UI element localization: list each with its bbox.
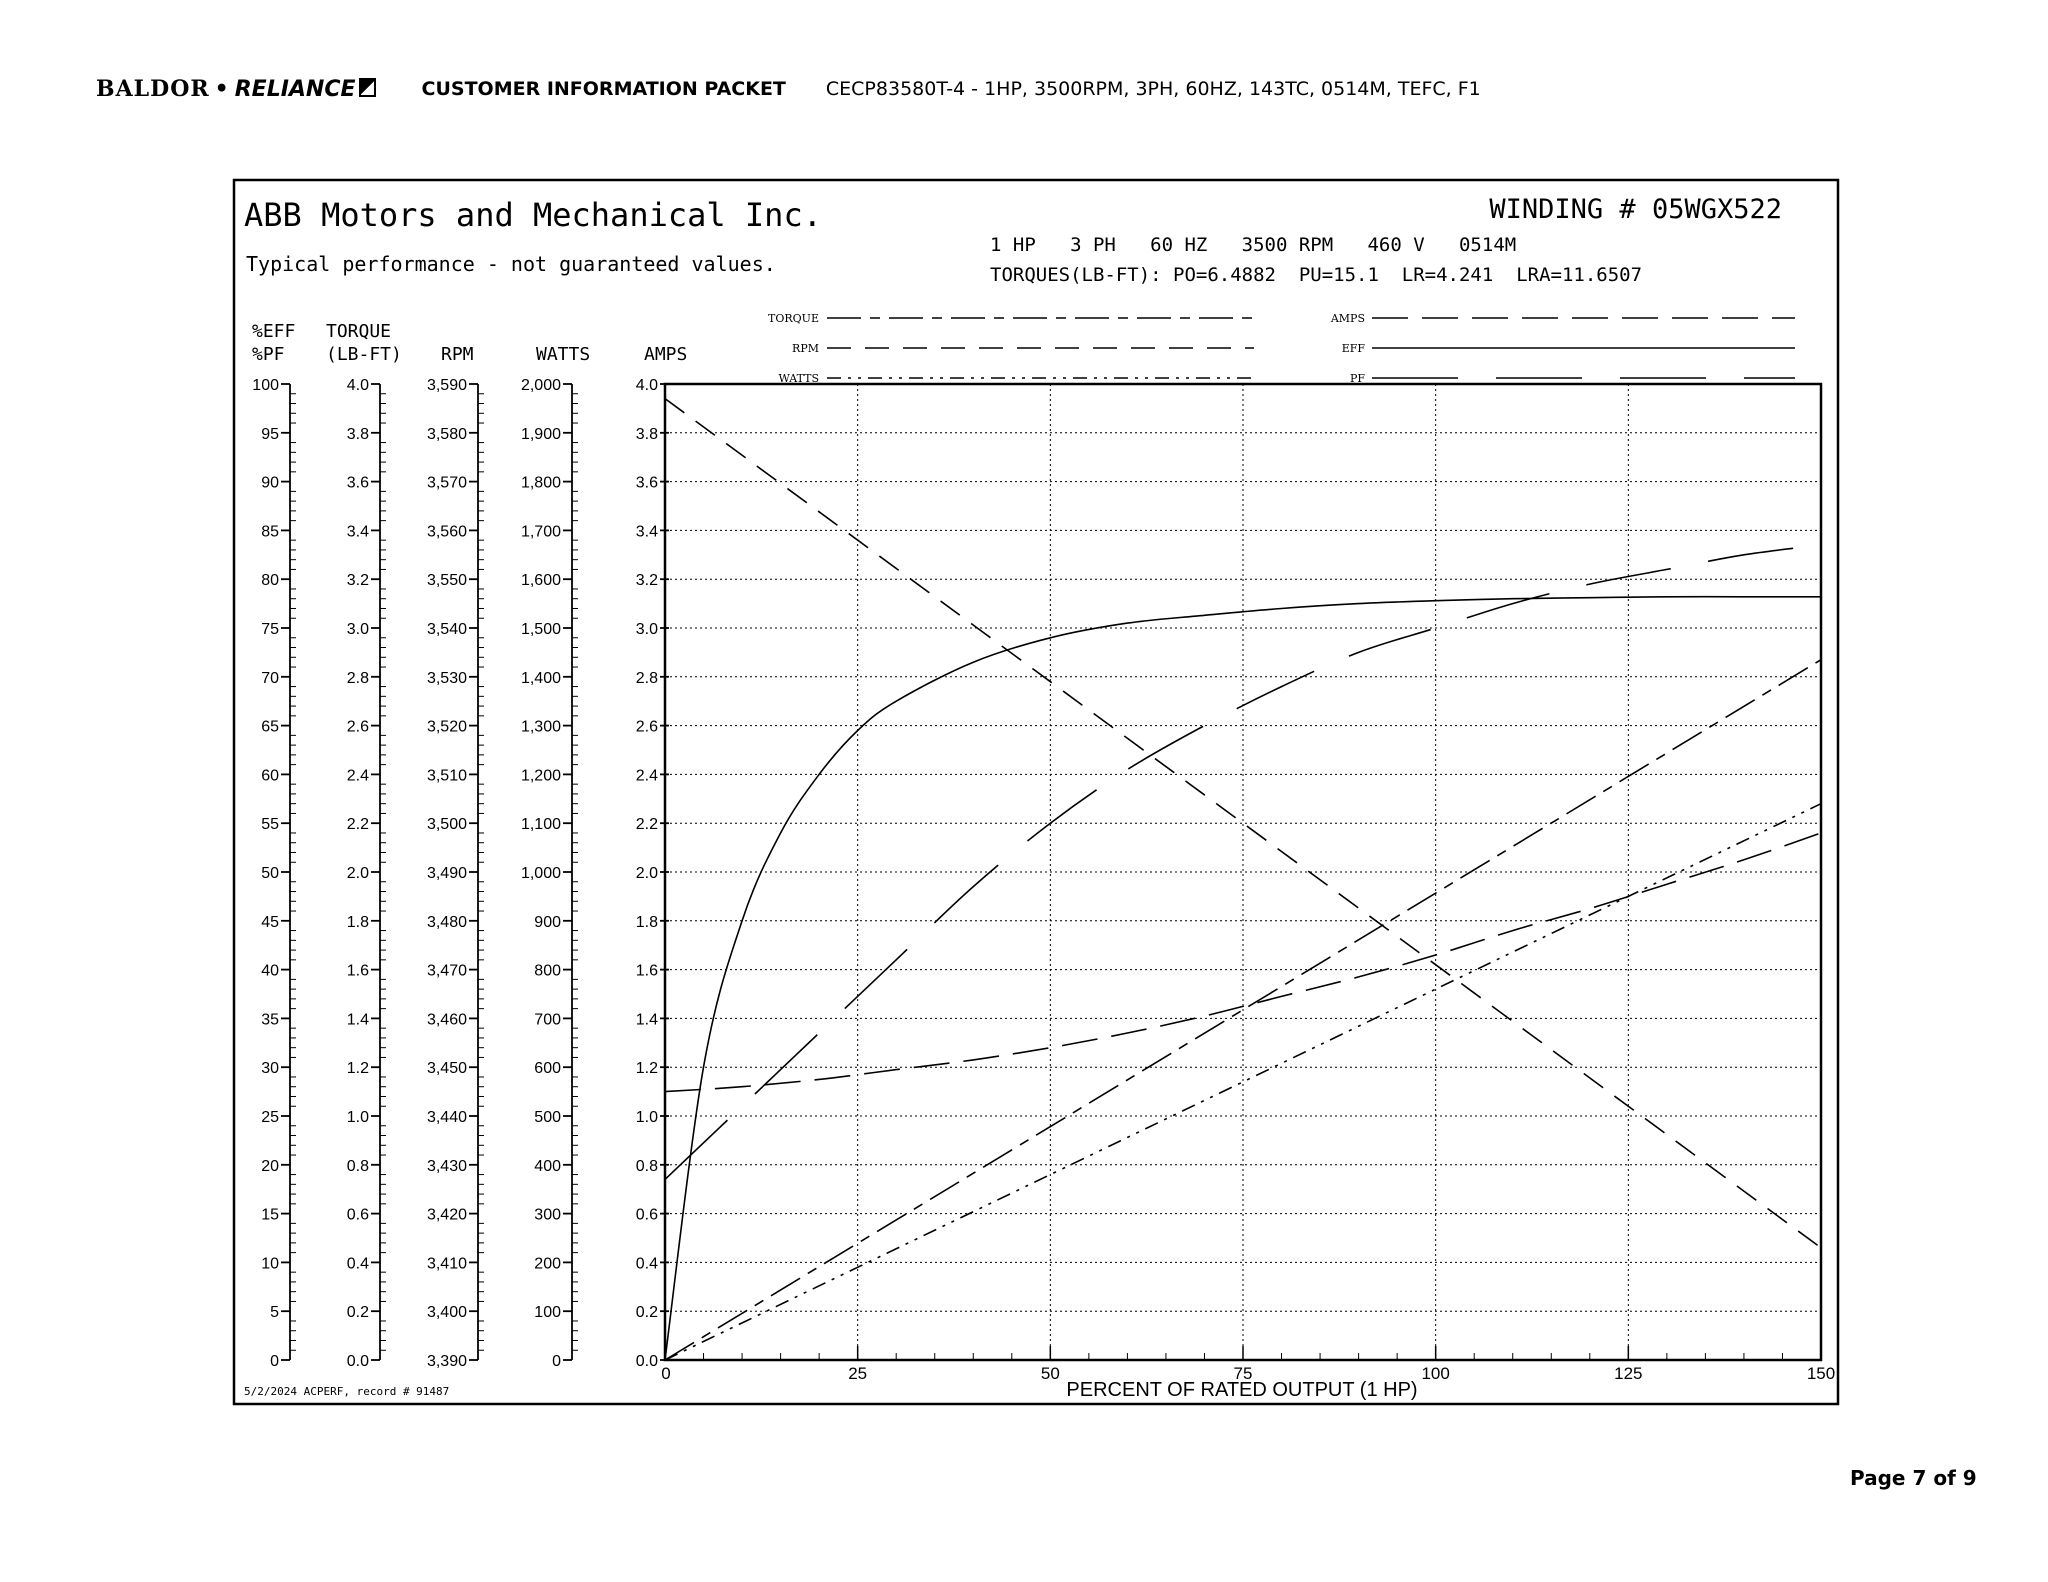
- legend-label: EFF: [1341, 342, 1365, 355]
- scale-tick-label: 25: [261, 1109, 279, 1126]
- torques-line: TORQUES(LB-FT): PO=6.4882 PU=15.1 LR=4.241 LRA=11.6507: [990, 264, 1643, 286]
- scale-tick-label: 1.0: [635, 1109, 658, 1126]
- scale-tick-label: 1,200: [520, 767, 561, 785]
- scale-tick-label: 1,300: [520, 718, 561, 736]
- scale-header: WATTS: [536, 344, 591, 365]
- x-tick-label: 25: [848, 1364, 868, 1383]
- scale-tick-label: 0.2: [346, 1304, 369, 1322]
- scale-tick-label: 1.6: [635, 962, 658, 980]
- legend-label: TORQUE: [768, 312, 819, 325]
- model-description: CECP83580T-4 - 1HP, 3500RPM, 3PH, 60HZ, 143TC, 0514M, TEFC, F1: [825, 78, 1481, 100]
- scale-tick-label: 5: [270, 1304, 279, 1322]
- scale-tick-label: 3,430: [426, 1157, 467, 1175]
- scale-tick-label: 700: [534, 1011, 561, 1029]
- scale-tick-label: 0.4: [346, 1255, 369, 1273]
- scale-tick-label: 75: [261, 621, 279, 638]
- x-tick-label: 50: [1040, 1364, 1060, 1383]
- scale-tick-label: 900: [534, 913, 561, 931]
- scale-header: (LB-FT): [326, 344, 402, 365]
- scale-tick-label: 95: [261, 425, 279, 443]
- scale-tick-label: 1,800: [520, 474, 561, 492]
- scale-tick-label: 0.0: [635, 1353, 658, 1370]
- scale-tick-label: 3,480: [426, 913, 467, 931]
- scale-tick-label: 1.4: [346, 1011, 369, 1029]
- scale-tick-label: 800: [534, 962, 561, 980]
- scale-tick-label: 1,900: [520, 425, 561, 443]
- scale-tick-label: 1.4: [635, 1011, 658, 1029]
- legend-label: WATTS: [778, 372, 819, 385]
- chart-frame: [234, 180, 1838, 1404]
- scale-tick-label: 15: [261, 1206, 279, 1224]
- scale-tick-label: 2.0: [346, 865, 369, 882]
- scale-tick-label: 3,540: [426, 621, 467, 638]
- scale-tick-label: 40: [261, 962, 279, 980]
- scale-tick-label: 3,530: [426, 669, 467, 687]
- scale-tick-label: 100: [534, 1304, 561, 1322]
- scale-header: RPM: [441, 344, 474, 365]
- scale-tick-label: 3,560: [426, 523, 467, 541]
- scale-tick-label: 0.6: [346, 1206, 369, 1224]
- scale-tick-label: 90: [261, 474, 279, 492]
- baldor-reliance-logo: BALDOR • RELIANCE: [96, 76, 376, 102]
- scale-tick-label: 3,490: [426, 865, 467, 882]
- record-footnote: 5/2/2024 ACPERF, record # 91487: [244, 1385, 450, 1398]
- scale-header: %PF: [252, 344, 285, 365]
- scale-tick-label: 30: [261, 1060, 279, 1078]
- scale-header-top: %EFF: [252, 321, 296, 342]
- scale-tick-label: 3,520: [426, 718, 467, 736]
- scale-tick-label: 3.0: [635, 621, 658, 638]
- scale-tick-label: 2.4: [346, 767, 369, 785]
- scale-tick-label: 1.8: [635, 913, 658, 931]
- scale-tick-label: 3.6: [346, 474, 369, 492]
- x-axis-label: PERCENT OF RATED OUTPUT (1 HP): [1066, 1379, 1418, 1401]
- scale-tick-label: 80: [261, 572, 279, 590]
- scale-tick-label: 3,580: [426, 425, 467, 443]
- scale-tick-label: 3,390: [426, 1353, 467, 1370]
- scale-tick-label: 4.0: [346, 377, 369, 394]
- scale-tick-label: 3,500: [426, 816, 467, 834]
- scale-tick-label: 1,600: [520, 572, 561, 590]
- x-tick-label: 125: [1614, 1364, 1643, 1383]
- company-name: ABB Motors and Mechanical Inc.: [244, 196, 822, 234]
- scale-tick-label: 3,420: [426, 1206, 467, 1224]
- scale-tick-label: 0: [552, 1353, 561, 1370]
- scale-tick-label: 0.8: [346, 1157, 369, 1175]
- scale-tick-label: 2.6: [635, 718, 658, 736]
- scale-tick-label: 300: [534, 1206, 561, 1224]
- scale-tick-label: 2.2: [635, 816, 658, 834]
- scale-tick-label: 3,400: [426, 1304, 467, 1322]
- scale-tick-label: 55: [261, 816, 279, 834]
- packet-title: CUSTOMER INFORMATION PACKET: [421, 78, 786, 100]
- scale-tick-label: 3,550: [426, 572, 467, 590]
- scale-tick-label: 3,590: [426, 377, 467, 394]
- scale-tick-label: 3,510: [426, 767, 467, 785]
- scale-tick-label: 2.2: [346, 816, 369, 834]
- page-number: Page 7 of 9: [1850, 1466, 1977, 1490]
- scale-tick-label: 100: [252, 377, 279, 394]
- scale-tick-label: 0.0: [346, 1353, 369, 1370]
- scale-tick-label: 3.4: [346, 523, 369, 541]
- scale-tick-label: 1,700: [520, 523, 561, 541]
- scale-tick-label: 60: [261, 767, 279, 785]
- scale-tick-label: 20: [261, 1157, 279, 1175]
- scale-tick-label: 1,500: [520, 621, 561, 638]
- scale-tick-label: 3.2: [346, 572, 369, 590]
- rating-line: 1 HP 3 PH 60 HZ 3500 RPM 460 V 0514M: [990, 234, 1517, 256]
- scale-tick-label: 1.6: [346, 962, 369, 980]
- scale-tick-label: 1.2: [346, 1060, 369, 1078]
- scale-tick-label: 500: [534, 1109, 561, 1126]
- scale-tick-label: 3.8: [346, 425, 369, 443]
- scale-tick-label: 600: [534, 1060, 561, 1078]
- scale-tick-label: 3.2: [635, 572, 658, 590]
- legend-label: AMPS: [1330, 312, 1365, 325]
- x-tick-label: 150: [1806, 1364, 1836, 1383]
- scale-tick-label: 4.0: [635, 377, 658, 394]
- scale-header-top: TORQUE: [326, 321, 392, 342]
- scale-tick-label: 1.0: [346, 1109, 369, 1126]
- scale-tick-label: 3,410: [426, 1255, 467, 1273]
- x-tick-label: 0: [661, 1364, 671, 1383]
- scale-tick-label: 2.6: [346, 718, 369, 736]
- scale-tick-label: 35: [261, 1011, 279, 1029]
- scale-header: AMPS: [644, 344, 688, 365]
- scale-tick-label: 1,000: [520, 865, 561, 882]
- scale-tick-label: 3,450: [426, 1060, 467, 1078]
- scale-tick-label: 65: [261, 718, 279, 736]
- scale-tick-label: 2.8: [635, 669, 658, 687]
- scale-tick-label: 1.8: [346, 913, 369, 931]
- scale-tick-label: 3,440: [426, 1109, 467, 1126]
- x-tick-label: 100: [1421, 1364, 1450, 1383]
- scale-tick-label: 3,470: [426, 962, 467, 980]
- scale-tick-label: 0.8: [635, 1157, 658, 1175]
- scale-tick-label: 2,000: [520, 377, 561, 394]
- scale-tick-label: 3.8: [635, 425, 658, 443]
- scale-tick-label: 400: [534, 1157, 561, 1175]
- scale-tick-label: 2.0: [635, 865, 658, 882]
- scale-tick-label: 1,100: [520, 816, 561, 834]
- subtitle: Typical performance - not guaranteed values.: [246, 252, 776, 276]
- scale-tick-label: 2.8: [346, 669, 369, 687]
- scale-tick-label: 1.2: [635, 1060, 658, 1078]
- legend-label: RPM: [792, 342, 819, 355]
- scale-tick-label: 0.6: [635, 1206, 658, 1224]
- x-tick-label: 75: [1233, 1364, 1253, 1383]
- scale-tick-label: 70: [261, 669, 279, 687]
- scale-tick-label: 200: [534, 1255, 561, 1273]
- scale-tick-label: 3,570: [426, 474, 467, 492]
- scale-tick-label: 3.0: [346, 621, 369, 638]
- scale-tick-label: 3.6: [635, 474, 658, 492]
- scale-tick-label: 0: [270, 1353, 279, 1370]
- scale-tick-label: 2.4: [635, 767, 658, 785]
- scale-tick-label: 0.4: [635, 1255, 658, 1273]
- scale-tick-label: 3.4: [635, 523, 658, 541]
- legend-label: PF: [1349, 372, 1365, 385]
- scale-tick-label: 3,460: [426, 1011, 467, 1029]
- winding-number: WINDING # 05WGX522: [1489, 194, 1782, 225]
- scale-tick-label: 50: [261, 865, 279, 882]
- scale-tick-label: 45: [261, 913, 279, 931]
- scale-tick-label: 0.2: [635, 1304, 658, 1322]
- scale-tick-label: 1,400: [520, 669, 561, 687]
- scale-tick-label: 85: [261, 523, 279, 541]
- scale-tick-label: 10: [261, 1255, 279, 1273]
